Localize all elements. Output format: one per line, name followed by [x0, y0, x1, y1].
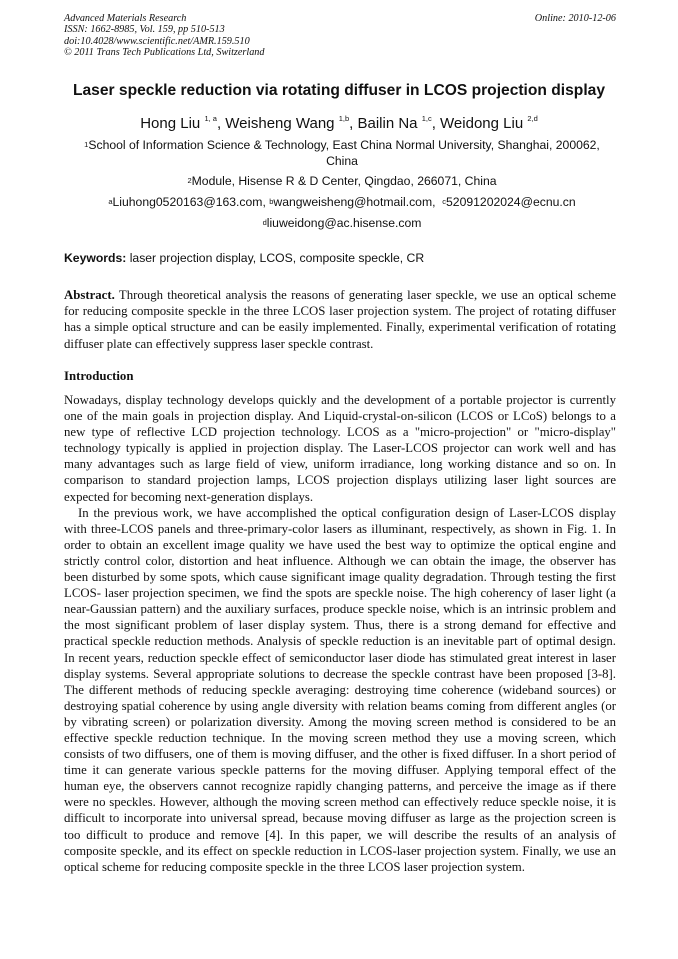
author-sup: 1,c [421, 114, 432, 123]
abstract [64, 287, 616, 352]
journal-header [64, 13, 616, 58]
online-date: Online: 2010-12-06 [534, 13, 616, 24]
issn-line: ISSN: 1662-8985, Vol. 159, pp 510-513 [64, 24, 225, 36]
doi-line: doi:10.4028/www.scientific.net/AMR.159.510 [64, 35, 250, 47]
author-name: Hong Liu [140, 115, 201, 132]
journal-name: Advanced Materials Research [64, 13, 187, 24]
author-sup: 1,b [338, 114, 350, 123]
abstract-label: Abstract. [64, 288, 115, 302]
author-name: Bailin Na [357, 115, 418, 132]
author-sup: 2,d [527, 114, 538, 123]
email-b[interactable]: wangweisheng@hotmail.com, [273, 195, 436, 209]
email-c[interactable]: 52091202024@ecnu.cn [446, 195, 576, 209]
paper-title: Laser speckle reduction via rotating diffuser in LCOS projection display [72, 82, 606, 99]
email-line-2: $^d$liuweidong@ac.hisense.com [262, 216, 422, 230]
email-line: $^a$Liuhong0520163@163.com, $^b$wangweisheng@hotmail.com, $^c$52091202024@ecnu.cn [108, 195, 576, 209]
keywords [64, 251, 624, 265]
section-heading: Introduction [64, 369, 134, 383]
email-a[interactable]: Liuhong0520163@163.com, [112, 195, 266, 209]
affiliation-2: $^2$Module, Hisense R & D Center, Qingdao, 266071, China [187, 174, 497, 188]
keywords-text: laser projection display, LCOS, composite speckle, CR [129, 251, 425, 265]
author-list: Hong Liu $^{1, a}$, Weisheng Wang $^{1,b}$, Bailin Na $^{1,c}$, Weidong Liu $^{2,d}$ [140, 114, 538, 132]
author-name: Weisheng Wang [225, 115, 335, 132]
paragraph: Nowadays, display technology develops quickly and the development of a portable projector is currently one of the main goals in projection display. And Liquid-crystal-on-silicon (LCOS or LCoS) belongs to a new type of reflective LCD projection technology. LCOS as a "micro-projection" or "micro-display" technology typically is applied in projection display. The Laser-LCOS projector can work well and has many advantages such as large field of view, uniform irradiance, long working distance and so on. In comparison to standard projection lamps, LCOS projection displays utilizing laser light sources are expected for becoming next-generation displays. [64, 393, 616, 504]
paragraph: In the previous work, we have accomplished the optical configuration design of Laser-LCOS display with three-LCOS panels and three-primary-color lasers as illuminant, respectively, as shown in Fig. 1. In order to obtain an excellent image quality we have used the best way to optimize the optical engine and strictly control color, distortion and heat influence. Although we can obtain the image, the observer has been disturbed by some spots, which cause significant image quality degradation. Through testing the first LCOS- laser projection specimen, we find the spots are speckle noise. The high coherency of laser light (a near-Gaussian pattern) and the auxiliary surfaces, produce speckle noise, which is an intrinsic problem and the most significant problem of laser display system. Thus, there is a strong demand for effective and practical speckle reduction methods. Analysis of speckle reduction is an inevitable part of optimal design. In recent years, reduction speckle effect of semiconductor laser diode has stimulated great interest in laser display systems. Several appropriate solutions to decrease the speckle contrast have been proposed [3-8]. The different methods of reducing speckle averaging: destroying time coherence (wideband sources) or destroying spatial coherence by using angle diversity with relation beams coming from different angles (or by vibrating screen) or polarization diversity. Among the moving screen method is considered to be an effective speckle reduction technique. In the moving screen method they use a moving screen, which consists of two diffusers, one of them is moving diffuser, and the other is fixed diffuser. In a short period of time it can generate various speckle patterns for the moving diffuser. Applying temporal effect of the human eye, the observers cannot recognize rapidly changing patterns, and perceive the image as if there were no speckles. However, although the moving screen method can effectively reduce speckle noise, it is difficult to incorporate into universal spread, because moving diffuser as large as the projection screen is too difficult to produce and remove [4]. In this paper, we will describe the results of an analysis of composite speckle, and its effect on speckle reduction in LCOS-laser projection system. Finally, we use an optical scheme for reducing composite speckle in the three LCOS laser projection system. [64, 505, 616, 874]
abstract-text: Through theoretical analysis the reasons of generating laser speckle, we use an optical scheme for reducing composite speckle in the three LCOS laser projection system. The project of rotating diffuser has a simple optical structure and can be easily implemented. Finally, experimental verification of rotating diffuser plate can effectively suppress laser speckle contrast. [64, 288, 617, 351]
affiliation-1: $^1$School of Information Science & Technology, East China Normal University, Shanghai, 200062, China [84, 138, 600, 168]
email-d[interactable]: liuweidong@ac.hisense.com [266, 216, 422, 230]
author-sup: 1, a [204, 114, 217, 123]
keywords-label: Keywords: [64, 251, 127, 265]
author-name: Weidong Liu [440, 115, 524, 132]
introduction-body [64, 392, 616, 875]
copyright-line: © 2011 Trans Tech Publications Ltd, Switzerland [64, 46, 265, 58]
